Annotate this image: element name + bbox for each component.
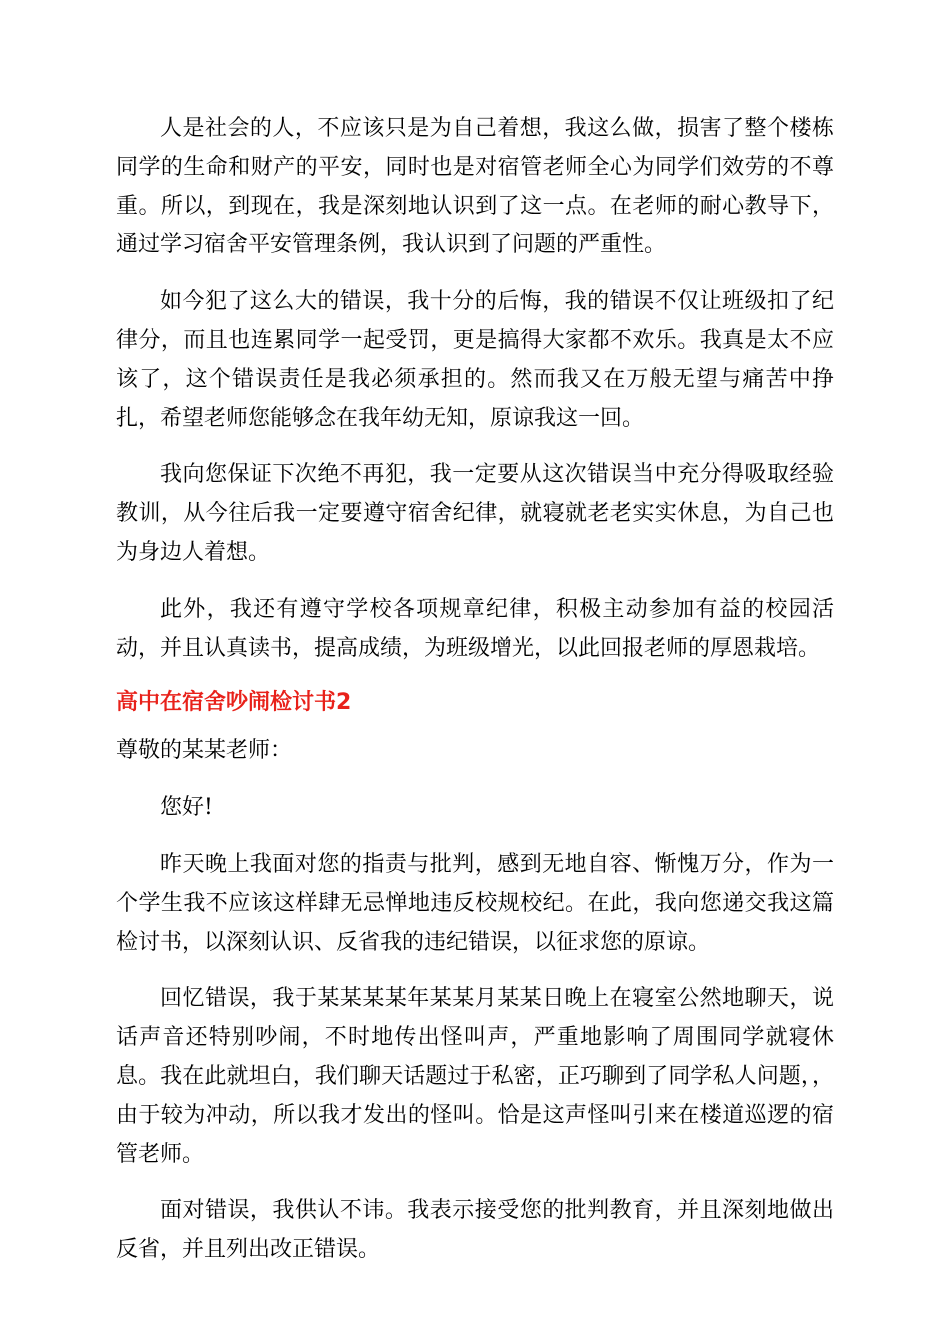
body-paragraph-7: 面对错误，我供认不讳。我表示接受您的批判教育，并且深刻地做出反省，并且列出改正错误。: [116, 1198, 834, 1263]
section-heading: 高中在宿舍吵闹检讨书2: [116, 690, 352, 716]
body-paragraph-1: 人是社会的人，不应该只是为自己着想，我这么做，损害了整个楼栋同学的生命和财产的平安，同时也是对宿管老师全心为同学们效劳的不尊重。所以，到现在，我是深刻地认识到了这一点。在老师的耐心教导下，通过学习宿舍平安管理条例，我认识到了问题的严重性。: [116, 116, 834, 258]
body-paragraph-6: 回忆错误，我于某某某某年某某月某某日晚上在寝室公然地聊天，说话声音还特别吵闹，不时地传出怪叫声，严重地影响了周围同学就寝休息。我在此就坦白，我们聊天话题过于私密，正巧聊到了同学私人问题，，由于较为冲动，所以我才发出的怪叫。恰是这声怪叫引来在楼道巡逻的宿管老师。: [116, 986, 834, 1167]
document-body: [116, 110, 834, 1288]
body-paragraph-5: 昨天晚上我面对您的指责与批判，感到无地自容、惭愧万分，作为一个学生我不应该这样肆无忌惮地违反校规校纪。在此，我向您递交我这篇检讨书，以深刻认识、反省我的违纪错误，以征求您的原谅。: [116, 851, 834, 955]
body-paragraph-4: 此外，我还有遵守学校各项规章纪律，积极主动参加有益的校园活动，并且认真读书，提高成绩，为班级增光，以此回报老师的厚恩栽培。: [116, 596, 834, 661]
greeting: 您好!: [160, 795, 213, 821]
body-paragraph-2: 如今犯了这么大的错误，我十分的后悔，我的错误不仅让班级扣了纪律分，而且也连累同学一起受罚，更是搞得大家都不欢乐。我真是太不应该了，这个错误责任是我必须承担的。然而我又在万般无望与痛苦中挣扎，希望老师您能够念在我年幼无知，原谅我这一回。: [116, 289, 834, 431]
body-paragraph-3: 我向您保证下次绝不再犯，我一定要从这次错误当中充分得吸取经验教训，从今往后我一定要遵守宿舍纪律，就寝就老老实实休息，为自己也为身边人着想。: [116, 462, 834, 565]
salutation: 尊敬的某某老师：: [116, 738, 293, 764]
